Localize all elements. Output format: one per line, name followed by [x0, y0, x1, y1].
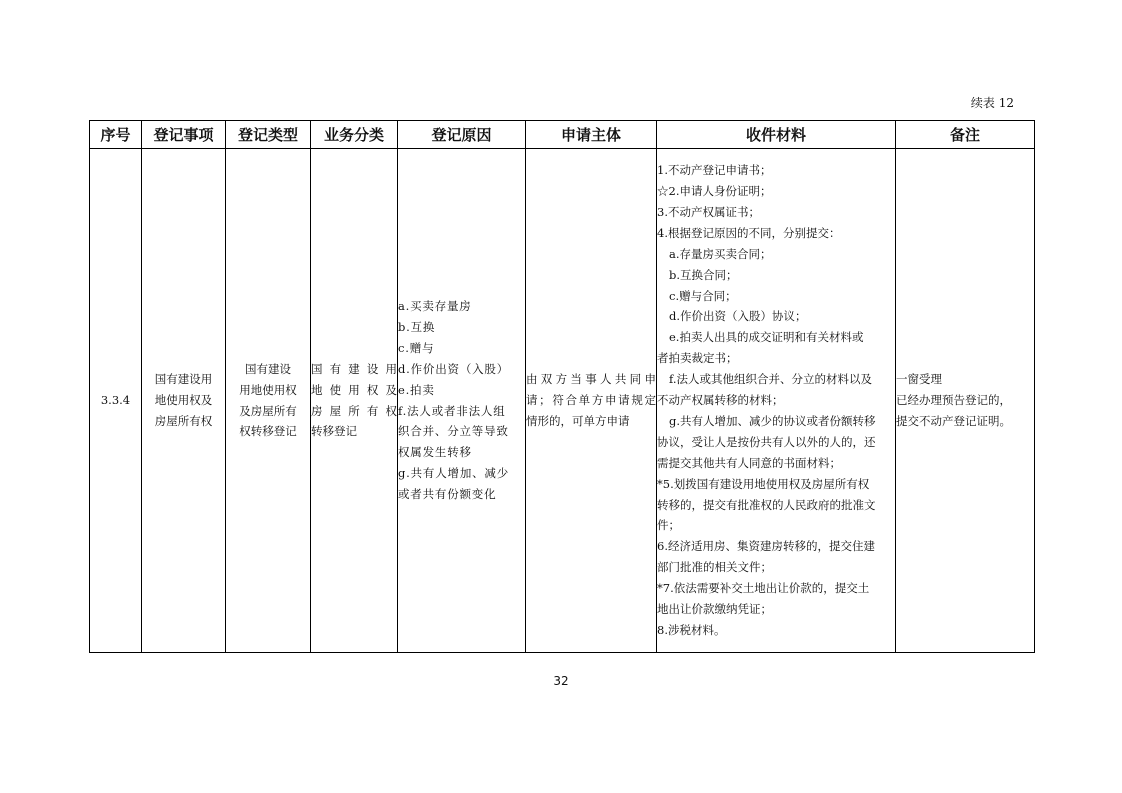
materials-line: 部门批准的相关文件；	[657, 560, 772, 575]
materials-line: *7.依法需要补交土地出让价款的，提交土	[657, 581, 870, 596]
registration-reason-line: c.赠与	[398, 340, 435, 355]
materials-line: 件；	[657, 518, 680, 533]
registration-item-line: 地使用权及	[154, 393, 213, 408]
cell-applicant	[526, 149, 657, 653]
header-materials: 收件材料	[657, 121, 896, 149]
header-registration-type: 登记类型	[226, 121, 311, 149]
registration-item-line: 房屋所有权	[154, 413, 213, 428]
cell-number	[90, 149, 142, 653]
materials-line: 者拍卖裁定书；	[657, 351, 738, 366]
materials-line: g.共有人增加、减少的协议或者份额转移	[669, 413, 876, 428]
materials-line: 4.根据登记原因的不同，分别提交：	[657, 225, 841, 240]
registration-reason-line: 权属发生转移	[398, 445, 472, 460]
materials-line: c.赠与合同；	[669, 288, 737, 303]
continued-table-label: 续表 12	[970, 96, 1014, 110]
cell-remarks	[896, 149, 1035, 653]
registration-type-line: 权转移登记	[239, 424, 297, 439]
table-row	[90, 149, 1035, 653]
materials-line: 地出让价款缴纳凭证；	[657, 602, 772, 617]
applicant-line: 由双方当事人共同申	[526, 372, 656, 387]
materials-line: a.存量房买卖合同；	[669, 246, 772, 261]
business-category-line: 转移登记	[311, 424, 357, 439]
materials-line: 转移的，提交有批准权的人民政府的批准文	[657, 497, 876, 512]
registration-reason-line: 织合并、分立等导致	[398, 424, 509, 439]
cell-materials	[657, 149, 896, 653]
cell-registration-reasons	[398, 149, 526, 653]
remarks-line: 一窗受理	[896, 372, 942, 387]
business-category-line: 房屋所有权	[311, 403, 397, 418]
cell-registration-type	[226, 149, 311, 653]
materials-line: 6.经济适用房、集资建房转移的，提交住建	[657, 539, 875, 554]
page-number: 32	[553, 674, 569, 688]
registration-reason-line: a.买卖存量房	[398, 298, 472, 313]
remarks-line: 提交不动产登记证明。	[896, 413, 1011, 428]
materials-line: 3.不动产权属证书；	[657, 204, 760, 219]
header-registration-reason: 登记原因	[398, 121, 526, 149]
cell-registration-item	[142, 149, 226, 653]
cell-business-category	[311, 149, 398, 653]
remarks-line: 已经办理预告登记的，	[896, 393, 1011, 408]
registration-type-line: 及房屋所有	[239, 403, 297, 418]
registration-reason-line: e.拍卖	[398, 382, 435, 397]
registration-reason-line: g.共有人增加、减少	[398, 466, 510, 481]
registration-reason-line: d.作价出资（入股）	[398, 361, 510, 376]
header-applicant: 申请主体	[526, 121, 657, 149]
registration-item-line: 国有建设用	[154, 372, 213, 387]
row-number: 3.3.4	[100, 393, 131, 408]
header-business-category: 业务分类	[311, 121, 398, 149]
registration-table	[89, 120, 1035, 653]
applicant-line: 情形的，可单方申请	[526, 413, 630, 428]
table-header-row	[90, 121, 1035, 149]
materials-line: *5.划拨国有建设用地使用权及房屋所有权	[657, 476, 870, 491]
materials-line: 8.涉税材料。	[657, 623, 726, 638]
registration-reason-line: 或者共有份额变化	[398, 487, 497, 502]
business-category-line: 地使用权及	[311, 382, 397, 397]
materials-line: d.作价出资（入股）协议；	[669, 309, 807, 324]
materials-line: ☆2.申请人身份证明；	[657, 183, 772, 198]
materials-line: 1.不动产登记申请书；	[657, 163, 772, 178]
materials-line: f.法人或其他组织合并、分立的材料以及	[669, 372, 872, 387]
business-category-line: 国有建设用	[311, 361, 397, 376]
registration-type-line: 用地使用权	[239, 382, 297, 397]
registration-type-line: 国有建设	[245, 361, 291, 376]
materials-line: b.互换合同；	[669, 267, 738, 282]
applicant-line: 请；符合单方申请规定	[526, 393, 656, 408]
header-number: 序号	[90, 121, 142, 149]
registration-reason-line: b.互换	[398, 319, 436, 334]
header-remarks: 备注	[896, 121, 1035, 149]
registration-reason-line: f.法人或者非法人组	[398, 403, 506, 418]
materials-line: e.拍卖人出具的成交证明和有关材料或	[669, 330, 864, 345]
materials-line: 协议，受让人是按份共有人以外的人的，还	[657, 434, 876, 449]
header-registration-item: 登记事项	[142, 121, 226, 149]
materials-line: 需提交其他共有人同意的书面材料；	[657, 455, 841, 470]
materials-line: 不动产权属转移的材料；	[657, 393, 784, 408]
